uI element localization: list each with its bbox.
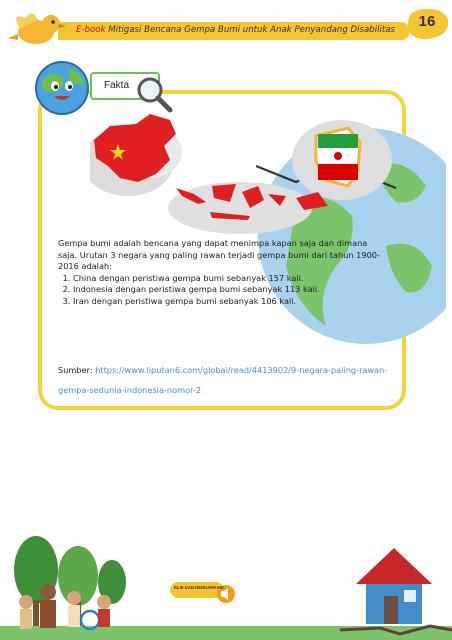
person-figure <box>40 584 56 600</box>
book-title <box>76 25 395 35</box>
country-list <box>73 273 388 308</box>
ebook-label: E-book <box>76 25 106 35</box>
list-item: 2. Indonesia dengan peristiwa gempa bumi sebanyak 113 kali. <box>73 284 388 296</box>
list-item: 1. China dengan peristiwa gempa bumi sebanyak 157 kali. <box>73 273 388 285</box>
smiling-globe-icon <box>32 58 92 118</box>
list-item: 3. Iran dengan peristiwa gempa bumi sebanyak 106 kali. <box>73 296 388 308</box>
person-figure <box>19 595 33 609</box>
listen-button[interactable] <box>170 580 236 604</box>
listen-label: KLIK DAN DENGARKAN! <box>174 585 224 590</box>
bird-icon <box>6 4 66 50</box>
book-title-text: Mitigasi Bencana Gempa Bumi untuk Anak Penyandang Disabilitas <box>108 25 396 35</box>
fakta-label: Fakta <box>104 80 130 91</box>
source-citation <box>58 360 403 400</box>
fact-intro: Gempa bumi adalah bencana yang dapat menimpa kapan saja dan dimana saja. Urutan 3 negara yang paling rawan terjadi gempa bumi dari tahun 1900-2016 adalah: <box>58 238 380 272</box>
page-header <box>0 0 452 52</box>
person-figure <box>97 595 111 609</box>
fact-text <box>58 238 388 308</box>
magnifier-icon <box>134 74 174 114</box>
page-number: 16 <box>418 13 436 30</box>
source-label: Sumber: <box>58 365 93 375</box>
source-link[interactable]: https://www.liputan6.com/global/read/4413902/9-negara-paling-rawan-gempa-sedunia-indonesia-nomor-2 <box>58 365 388 395</box>
country-maps-illustration <box>90 112 410 240</box>
person-figure <box>67 591 81 605</box>
